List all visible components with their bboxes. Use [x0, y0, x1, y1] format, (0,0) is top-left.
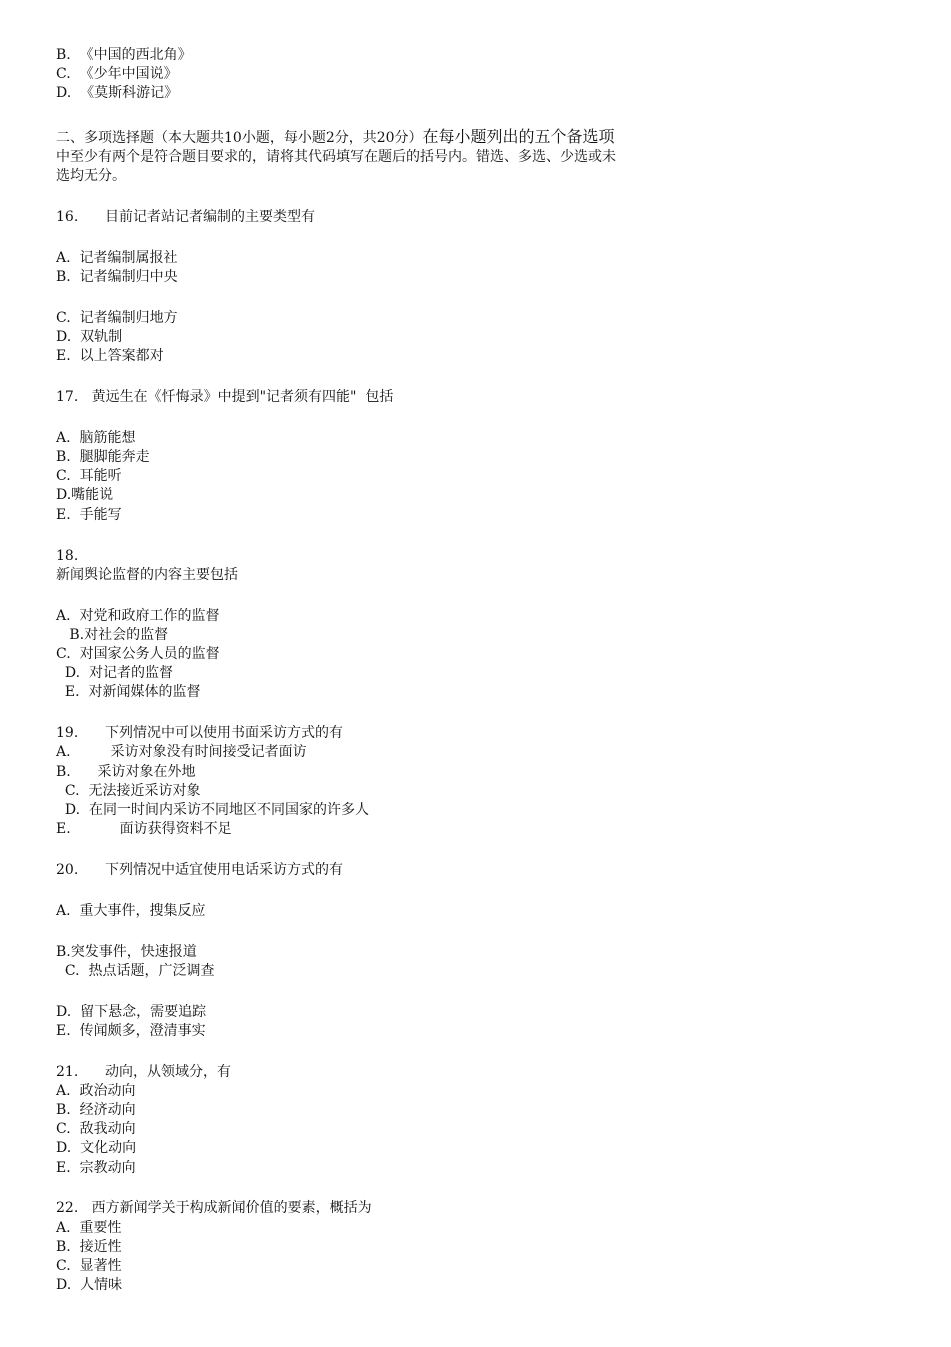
q21-option-a: A. 政治动向 — [56, 1083, 136, 1099]
q17-option-e: E. 手能写 — [56, 507, 122, 523]
q17-stem: 17. 黄远生在《忏悔录》中提到"记者须有四能" 包括 — [56, 389, 394, 405]
q22-option-b: B. 接近性 — [56, 1239, 122, 1255]
section-instructions-line2: 中至少有两个是符合题目要求的，请将其代码填写在题后的括号内。错选、多选、少选或未 — [56, 149, 616, 165]
q18-option-e: E. 对新闻媒体的监督 — [56, 684, 201, 700]
q15-option-c: C. 《少年中国说》 — [56, 66, 178, 82]
q20-option-c: C. 热点话题，广泛调查 — [56, 963, 215, 979]
q17-option-a: A. 脑筋能想 — [56, 430, 136, 446]
section-instructions-line3: 选均无分。 — [56, 168, 126, 184]
q16-option-e: E. 以上答案都对 — [56, 348, 164, 364]
q21-stem: 21. 动向，从领域分，有 — [56, 1064, 231, 1080]
section-heading-title: 二、多项选择题（本大题共10小题，每小题2分，共20分） — [56, 130, 423, 146]
q21-option-d: D. 文化动向 — [56, 1140, 137, 1156]
q19-option-a: A. 采访对象没有时间接受记者面访 — [56, 744, 307, 760]
q19-option-d: D. 在同一时间内采访不同地区不同国家的许多人 — [56, 802, 369, 818]
q20-option-d: D. 留下悬念，需要追踪 — [56, 1004, 207, 1020]
q17-option-d: D.嘴能说 — [56, 487, 114, 503]
q18-option-b: B.对社会的监督 — [56, 627, 169, 643]
q19-option-e: E. 面访获得资料不足 — [56, 821, 232, 837]
section-heading — [56, 127, 615, 148]
q18-number: 18. — [56, 548, 79, 564]
q16-option-a: A. 记者编制属报社 — [56, 250, 178, 266]
q16-option-c: C. 记者编制归地方 — [56, 310, 178, 326]
q20-option-e: E. 传闻颇多，澄清事实 — [56, 1023, 206, 1039]
q21-option-c: C. 敌我动向 — [56, 1121, 136, 1137]
q17-option-c: C. 耳能听 — [56, 468, 122, 484]
q18-stem: 新闻舆论监督的内容主要包括 — [56, 567, 238, 583]
q19-option-c: C. 无法接近采访对象 — [56, 783, 201, 799]
q18-option-a: A. 对党和政府工作的监督 — [56, 608, 220, 624]
q18-option-d: D. 对记者的监督 — [56, 665, 173, 681]
q21-option-e: E. 宗教动向 — [56, 1160, 136, 1176]
q22-option-c: C. 显著性 — [56, 1258, 122, 1274]
q20-stem: 20. 下列情况中适宜使用电话采访方式的有 — [56, 862, 343, 878]
q16-option-d: D. 双轨制 — [56, 329, 123, 345]
q16-option-b: B. 记者编制归中央 — [56, 269, 178, 285]
q17-option-b: B. 腿脚能奔走 — [56, 449, 150, 465]
q21-option-b: B. 经济动向 — [56, 1102, 136, 1118]
q15-option-b: B. 《中国的西北角》 — [56, 47, 192, 63]
q22-option-d: D. 人情味 — [56, 1277, 123, 1293]
q20-option-b: B.突发事件，快速报道 — [56, 944, 197, 960]
q19-stem: 19. 下列情况中可以使用书面采访方式的有 — [56, 725, 343, 741]
q15-option-d: D. 《莫斯科游记》 — [56, 85, 179, 101]
q22-stem: 22. 西方新闻学关于构成新闻价值的要素，概括为 — [56, 1200, 372, 1216]
section-heading-tail: 在每小题列出的五个备选项 — [422, 127, 615, 146]
q18-option-c: C. 对国家公务人员的监督 — [56, 646, 220, 662]
q22-option-a: A. 重要性 — [56, 1220, 122, 1236]
q16-stem: 16. 目前记者站记者编制的主要类型有 — [56, 209, 315, 225]
q19-option-b: B. 采访对象在外地 — [56, 764, 196, 780]
q20-option-a: A. 重大事件，搜集反应 — [56, 903, 206, 919]
